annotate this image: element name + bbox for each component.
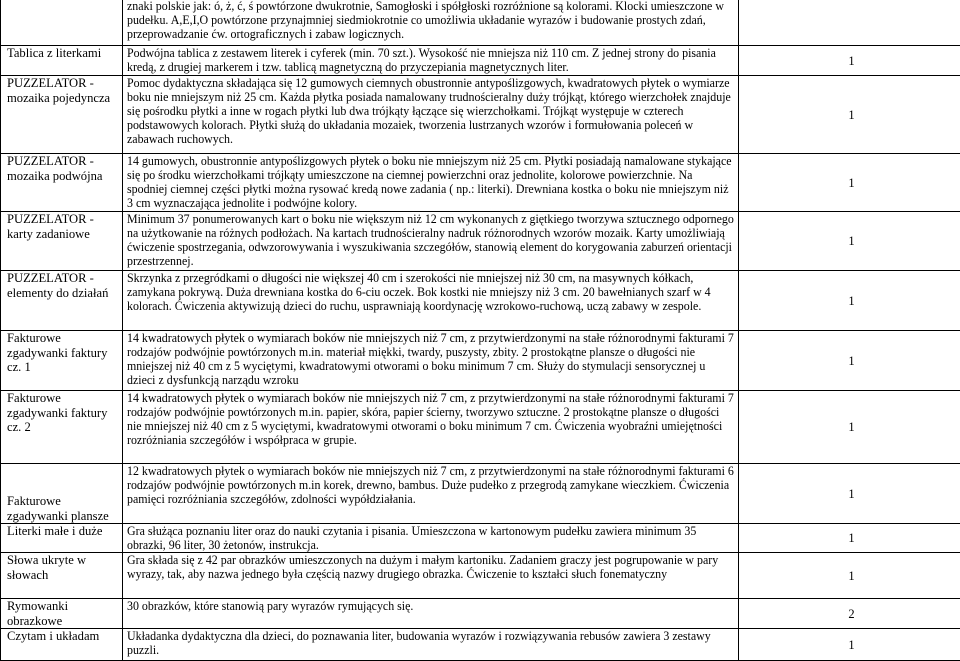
item-description-cell: 30 obrazków, które stanowią pary wyrazów rymujących się.	[123, 599, 739, 629]
item-description-cell: Skrzynka z przegródkami o długości nie większej 40 cm i szerokości nie mniejszej niż 30 cm, na masywnych kółkach, zamykana pokrywą. Duża drewniana kostka do 6-ciu oczek. Bok kostki nie mniejszy niż 3 cm. 20 bawełnianych szarf w 4 kolorach. Ćwiczenia aktywizują dzieci do ruchu, usprawniają koordynację wzrokowo-ruchową, uczą zabawy w zespole.	[123, 271, 739, 331]
item-description-cell: Podwójna tablica z zestawem literek i cyferek (min. 70 szt.). Wysokość nie mniejsza niż 110 cm. Z jednej strony do pisania kredą, z drugiej markerem i tzw. tablicą magnetyczną do przyczepiania magnetycznych liter.	[123, 46, 739, 76]
item-quantity-cell: 1	[739, 271, 960, 331]
item-description-cell: 14 gumowych, obustronnie antypoślizgowych płytek o boku nie mniejszym niż 25 cm. Płytki posiadają namalowane stykające się po środku wierzchołkami trójkąty umieszczone na ciemnej powierzchni oraz jednolite, kolorowe powierzchnie. Na spodniej ciemnej części płytki można rysować kredą nowe zadania ( np.: literki). Drewniana kostka o boku nie mniejszym niż 3 cm wyznaczająca jednolite i podwójne kolory.	[123, 154, 739, 212]
table-row	[1, 46, 960, 76]
item-name-cell: Fakturowe zgadywanki faktury cz. 2	[1, 391, 123, 464]
item-name-cell	[1, 0, 123, 46]
item-quantity-cell: 1	[739, 391, 960, 464]
item-quantity-cell: 1	[739, 46, 960, 76]
item-name-cell: PUZZELATOR - mozaika pojedyncza	[1, 76, 123, 154]
item-name-cell: PUZZELATOR - mozaika podwójna	[1, 154, 123, 212]
table-row	[1, 0, 960, 46]
item-name-cell: Tablica z literkami	[1, 46, 123, 76]
item-quantity-cell: 1	[739, 154, 960, 212]
table-row	[1, 331, 960, 391]
item-quantity-cell: 1	[739, 524, 960, 553]
item-name-cell: Literki małe i duże	[1, 524, 123, 553]
item-description-cell: Gra służąca poznaniu liter oraz do nauki czytania i pisania. Umieszczona w kartonowym pudełku zawiera minimum 35 obrazki, 96 liter, 30 żetonów, instrukcja.	[123, 524, 739, 553]
item-quantity-cell: 1	[739, 629, 960, 661]
table-row	[1, 629, 960, 661]
item-description-cell: 14 kwadratowych płytek o wymiarach boków nie mniejszych niż 7 cm, z przytwierdzonymi na stałe różnorodnymi fakturami 7 rodzajów podwójnie powtórzonych m.in. papier, skóra, papier ścierny, tworzywo sztuczne. 2 prostokątne plansze o długości nie mniejszej niż 40 cm z 5 wyciętymi, kwadratowymi otworami o boku minimum 7 cm. Ćwiczenia wyobraźni umiejętności rozróżniania szczegółów i współpraca w grupie.	[123, 391, 739, 464]
item-name-cell	[1, 464, 123, 524]
item-quantity-cell: 1	[739, 553, 960, 599]
table-row	[1, 212, 960, 271]
item-name-cell: Rymowanki obrazkowe	[1, 599, 123, 629]
item-quantity-cell: 1	[739, 331, 960, 391]
table-row	[1, 154, 960, 212]
item-quantity-cell: 1	[739, 464, 960, 524]
item-description-cell: Pomoc dydaktyczna składająca się 12 gumowych ciemnych obustronnie antypoślizgowych, kwadratowych płytek o wymiarze boku nie mniejszym niż 25 cm. Każda płytka posiada namalowany trudnościeralny duży trójkąt, którego wierzchołek znajduje się pośrodku płytki a inne w rogach płytki lub dwa trójkąty łączące się wierzchołkami. Trójkąt występuje w czterech podstawowych kolorach. Płytki służą do układania mozaiek, tworzenia lustrzanych wzorów i formułowania poleceń w zabawach ruchowych.	[123, 76, 739, 154]
item-name-text: Fakturowe zgadywanki plansze	[7, 494, 109, 523]
item-description-cell: Gra składa się z 42 par obrazków umieszczonych na dużym i małym kartoniku. Zadaniem graczy jest pogrupowanie w pary wyrazy, tak, aby nazwa jednego była częścią nazwy drugiego obrazka. Ćwiczenie to kształci słuch fonematyczny	[123, 553, 739, 599]
item-quantity-cell: 1	[739, 76, 960, 154]
item-quantity-cell: 2	[739, 599, 960, 629]
table-row	[1, 76, 960, 154]
table-row	[1, 524, 960, 553]
table-row	[1, 553, 960, 599]
item-description-cell: Układanka dydaktyczna dla dzieci, do poznawania liter, budowania wyrazów i rozwiązywania rebusów zawiera 3 zestawy puzzli.	[123, 629, 739, 661]
item-description-cell: 12 kwadratowych płytek o wymiarach boków nie mniejszych niż 7 cm, z przytwierdzonymi na stałe różnorodnymi fakturami 6 rodzajów podwójnie powtórzonych m.in korek, drewno, bambus. Duże pudełko z przegrodą zamykane wieczkiem. Ćwiczenia pamięci rozróżniania szczegółów, zdolności wypółdziałania.	[123, 464, 739, 524]
item-name-cell: PUZZELATOR - karty zadaniowe	[1, 212, 123, 271]
item-name-cell: Fakturowe zgadywanki faktury cz. 1	[1, 331, 123, 391]
item-description-cell: 14 kwadratowych płytek o wymiarach boków nie mniejszych niż 7 cm, z przytwierdzonymi na stałe różnorodnymi fakturami 7 rodzajów podwójnie powtórzonych m.in. materiał miękki, twardy, puszysty, zbity. 2 prostokątne plansze o długości nie mniejszej niż 40 cm z 5 wyciętymi, kwadratowymi otworami o boku minimum 7 cm. Służy do stymulacji sensorycznej u dzieci z dysfunkcją narządu wzroku	[123, 331, 739, 391]
item-quantity-cell	[739, 0, 960, 46]
item-name-cell: Czytam i układam	[1, 629, 123, 661]
table-row	[1, 464, 960, 524]
item-name-cell: Słowa ukryte w słowach	[1, 553, 123, 599]
item-description-cell: znaki polskie jak: ó, ż, ć, ś powtórzone dwukrotnie, Samogłoski i spółgłoski rozróżnione są kolorami. Klocki umieszczone w pudełku. A,E,I,O powtórzone przynajmniej siedmiokrotnie co umożliwia układanie wyrazów i budowanie prostych zdań, przeprowadzanie ćw. ortograficznych i zabaw logicznych.	[123, 0, 739, 46]
table-row	[1, 599, 960, 629]
item-description-cell: Minimum 37 ponumerowanych kart o boku nie większym niż 12 cm wykonanych z giętkiego tworzywa sztucznego odpornego na użytkowanie na różnych podłożach. Na kartach trudnościeralny nadruk różnorodnych wzorów mozaik. Karty umożliwiają ćwiczenie spostrzegania, odwzorowywania i wyszukiwania szczegółów, stanowią element do korygowania zaburzeń orientacji przestrzennej.	[123, 212, 739, 271]
item-name-cell: PUZZELATOR - elementy do działań	[1, 271, 123, 331]
table-row	[1, 391, 960, 464]
item-quantity-cell: 1	[739, 212, 960, 271]
table-row	[1, 271, 960, 331]
